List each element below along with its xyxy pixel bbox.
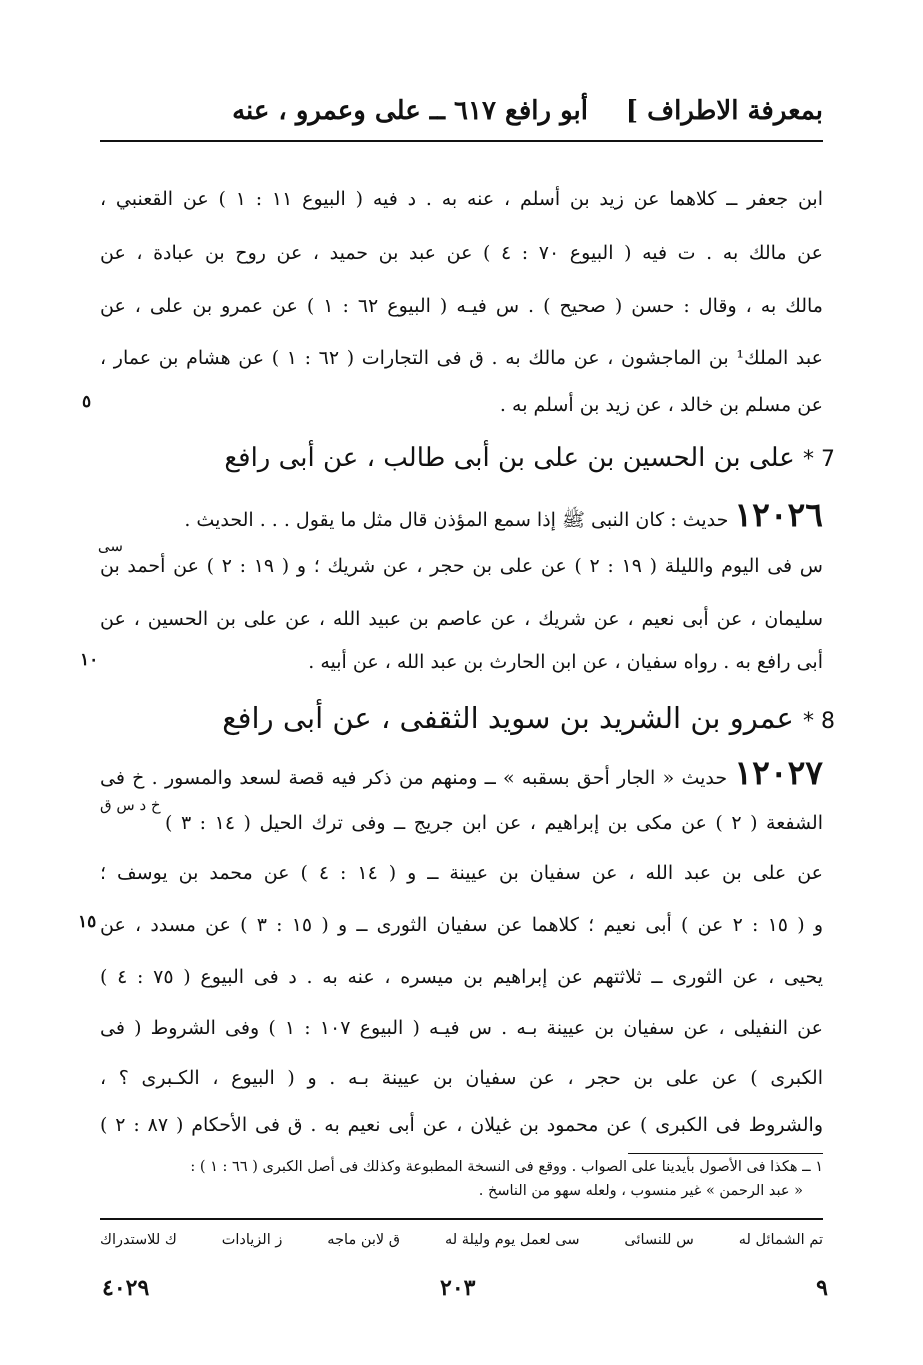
text-line: أبى رافع به . رواه سفيان ، عن ابن الحارث بن عبد الله ، عن أبيه . [308, 651, 823, 673]
abbreviation-legend [100, 1232, 823, 1256]
margin-sigla: سى [97, 537, 123, 555]
section-title: عمرو بن الشريد بن سويد الثقفى ، عن أبى رافع [222, 701, 794, 735]
legend-item: ك للاستدراك [100, 1232, 177, 1248]
section-number: 7 * [803, 447, 835, 472]
legend-item: س للنسائى [624, 1232, 694, 1248]
legend-item: سى لعمل يوم وليلة له [444, 1232, 580, 1248]
hadith-number: ١٢٠٢٧ [734, 753, 824, 792]
footnote-line: ١ ــ هكذا فى الأصول بأيدينا على الصواب . ووقع فى النسخة المطبوعة وكذلك فى أصل الكبرى ( ٦٦ : ١ ) : [190, 1159, 823, 1175]
text-line: الكبرى ) عن على بن حجر ، عن سفيان بن عيينة بـه . و ( البيوع ، الكـبرى ؟ ، [100, 1067, 823, 1089]
hadith-number: ١٢٠٢٦ [734, 495, 823, 534]
text-line: عن مالك به . ت فيه ( البيوع ٧٠ : ٤ ) عن عبد بن حميد ، عن روح بن عبادة ، عن [100, 242, 823, 264]
page-number-left: ٤٠٢٩ [102, 1275, 150, 1301]
section-number: 8 * [803, 709, 835, 734]
legend-item: تم الشمائل له [738, 1232, 823, 1248]
hadith-text: حديث « الجار أحق بسقبه » ــ ومنهم من ذكر فيه قصة لسعد والمسور . خ فى [100, 767, 728, 789]
running-header [100, 96, 823, 136]
section-heading [220, 438, 835, 480]
margin-line-number: ٥ [82, 392, 92, 412]
margin-line-number: ١٠ [80, 650, 99, 670]
hadith-text: حديث : كان النبى ﷺ إذا سمع المؤذن قال مثل ما يقول . . . الحديث . [184, 509, 729, 531]
hadith-first-line [100, 753, 824, 792]
text-line: ابن جعفر ــ كلاهما عن زيد بن أسلم ، عنه به . د فيه ( البيوع ١١ : ١ ) عن القعنبي ، [100, 188, 823, 210]
text-line: عن النفيلى ، عن سفيان بن عيينة بـه . س فيـه ( البيوع ١٠٧ : ١ ) وفى الشروط ( فى [100, 1017, 823, 1039]
margin-sigla: خ د س ق [100, 796, 161, 814]
text-line: يحيى ، عن الثورى ــ ثلاثتهم عن إبراهيم بن ميسره ، عنه به . د فى البيوع ( ٧٥ : ٤ ) [100, 966, 824, 988]
text-line: عبد الملك¹ بن الماجشون ، عن مالك به . ق فى التجارات ( ٦٢ : ١ ) عن هشام بن عمار ، [100, 347, 823, 369]
footnote-rule [628, 1153, 823, 1154]
header-book-title: بمعرفة الاطراف ] [625, 96, 823, 126]
header-chapter-title: أبو رافع ٦١٧ ــ على وعمرو ، عنه [232, 96, 588, 126]
text-line: مالك به ، وقال : حسن ( صحيح ) . س فيـه ( البيوع ٦٢ : ١ ) عن عمرو بن على ، عن [100, 295, 823, 317]
text-line: عن مسلم بن خالد ، عن زيد بن أسلم به . [499, 394, 823, 416]
section-heading [220, 698, 835, 742]
legend-rule [100, 1218, 823, 1220]
text-line: الشفعة ( ٢ ) عن مكى بن إبراهيم ، عن ابن جريج ــ وفى ترك الحيل ( ١٤ : ٣ ) [165, 812, 824, 834]
section-title: على بن الحسين بن على بن أبى طالب ، عن أبى رافع [224, 443, 795, 473]
page-number-right: ٩ [816, 1275, 828, 1301]
text-line: عن على بن عبد الله ، عن سفيان بن عيينة ــ و ( ١٤ : ٤ ) عن محمد بن يوسف ؛ [100, 862, 823, 884]
text-line: س فى اليوم والليلة ( ١٩ : ٢ ) عن على بن حجر ، عن شريك ؛ و ( ١٩ : ٢ ) عن أحمد بن [100, 555, 824, 577]
footnote-line: « عبد الرحمن » غير منسوب ، ولعله سهو من الناسخ . [478, 1183, 803, 1199]
legend-item: ق لابن ماجه [327, 1232, 401, 1248]
header-rule [100, 140, 823, 142]
hadith-first-line [100, 495, 823, 534]
page-number-center: ٢٠٣ [440, 1275, 476, 1301]
text-line: سليمان ، عن أبى نعيم ، عن شريك ، عن عاصم بن عبيد الله ، عن على بن الحسين ، عن [100, 608, 823, 630]
legend-item: ز الزيادات [221, 1232, 283, 1248]
margin-line-number: ١٥ [78, 912, 97, 932]
text-line: و ( ١٥ : ٢ عن ) أبى نعيم ؛ كلاهما عن سفيان الثورى ــ و ( ١٥ : ٣ ) عن مسدد ، عن [100, 914, 823, 936]
text-line: والشروط فى الكبرى ) عن محمود بن غيلان ، عن أبى نعيم به . ق فى الأحكام ( ٨٧ : ٢ ) [100, 1114, 824, 1136]
